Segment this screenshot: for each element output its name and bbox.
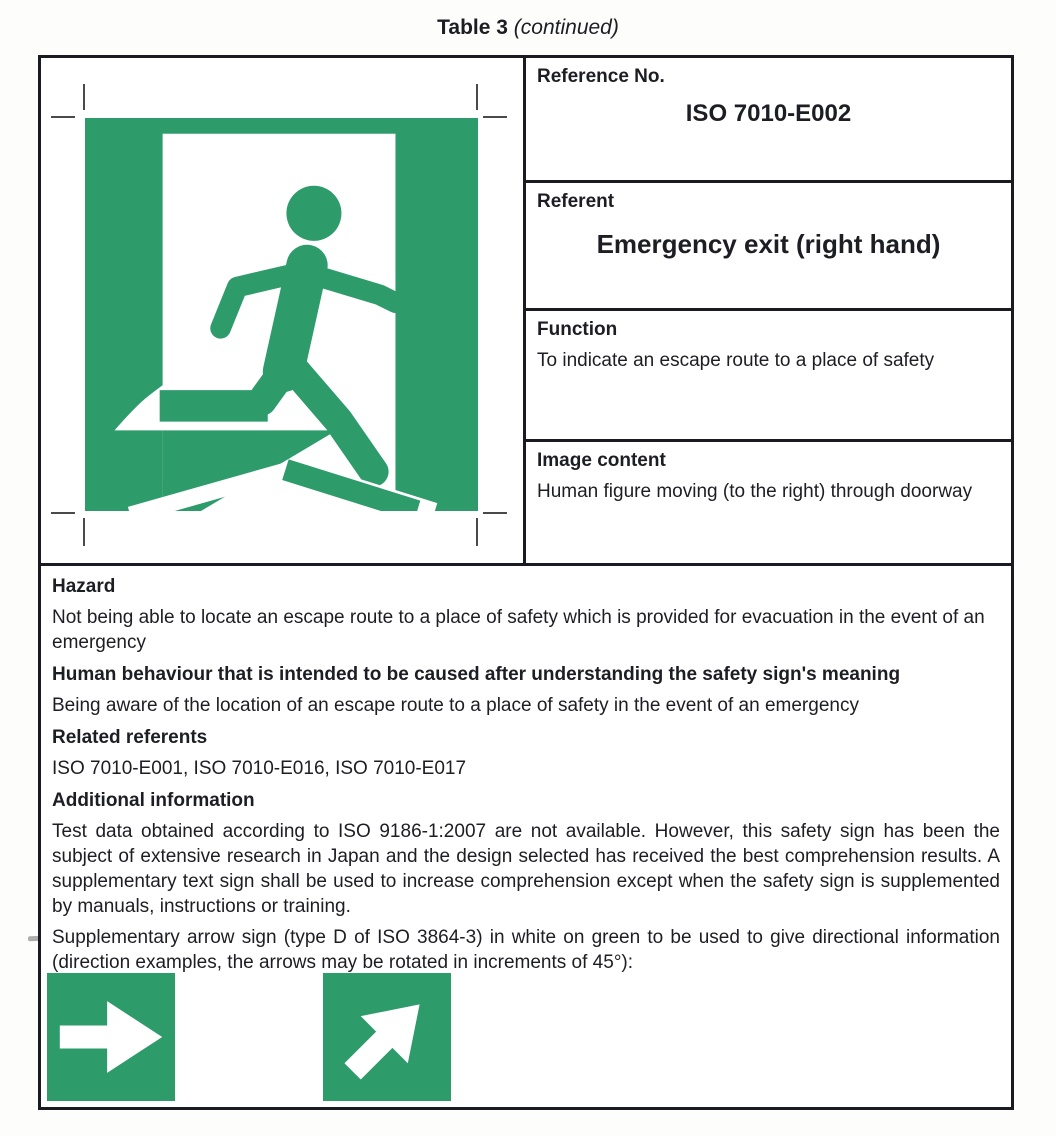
function-label: Function xyxy=(537,319,618,340)
related-referents-heading: Related referents xyxy=(52,727,208,748)
image-content-value: Human figure moving (to the right) through doorway xyxy=(537,481,973,502)
behaviour-heading: Human behaviour that is intended to be caused after understanding the safety sign's meaning xyxy=(52,664,901,685)
figure-head xyxy=(286,186,341,241)
emergency-exit-sign xyxy=(85,118,478,511)
sign-info-column xyxy=(526,58,1011,563)
arrow-up-right-icon xyxy=(323,973,451,1101)
details-cell xyxy=(41,563,1011,1107)
hazard-heading: Hazard xyxy=(52,576,116,597)
table-continued-label: (continued) xyxy=(513,16,619,39)
sign-summary-row xyxy=(41,58,1011,563)
crop-mark-bottom-left-horizontal xyxy=(51,512,75,514)
reference-number-cell xyxy=(526,58,1011,180)
function-value: To indicate an escape route to a place of safety xyxy=(537,350,935,371)
table-number-label: Table 3 xyxy=(437,16,508,39)
page-title xyxy=(0,16,1056,40)
additional-information-text-1: Test data obtained according to ISO 9186-1:2007 are not available. However, this safety sign has been the subject of extensive research in Japan and the design selected has received the best comprehension results. A supplementary text sign shall be used to increase comprehension except when the safety sign is supplemented by manuals, instructions or training. xyxy=(52,821,1000,917)
crop-mark-top-left-horizontal xyxy=(51,116,75,118)
crop-mark-bottom-right-vertical xyxy=(476,518,478,546)
crop-mark-top-right-horizontal xyxy=(483,116,507,118)
additional-information-heading: Additional information xyxy=(52,790,255,811)
image-content-cell xyxy=(526,439,1011,563)
crop-mark-top-left-vertical xyxy=(83,84,85,110)
crop-mark-bottom-right-horizontal xyxy=(483,512,507,514)
related-referents-text: ISO 7010-E001, ISO 7010-E016, ISO 7010-E017 xyxy=(52,758,467,779)
image-content-label: Image content xyxy=(537,450,666,471)
additional-information-text-2: Supplementary arrow sign (type D of ISO 3864-3) in white on green to be used to give directional information (direction examples, the arrows may be rotated in increments of 45°): xyxy=(52,927,1000,973)
crop-mark-bottom-left-vertical xyxy=(83,518,85,546)
reference-number-label: Reference No. xyxy=(537,66,665,87)
reference-number-value: ISO 7010-E002 xyxy=(685,100,852,127)
behaviour-text: Being aware of the location of an escape route to a place of safety in the event of an emergency xyxy=(52,695,859,716)
function-cell xyxy=(526,308,1011,439)
referent-cell xyxy=(526,180,1011,308)
running-man-exit-icon xyxy=(85,118,478,511)
safety-sign-table xyxy=(38,55,1014,1110)
sign-image-cell xyxy=(41,58,526,563)
hazard-text: Not being able to locate an escape route to a place of safety which is provided for evacuation in the event of an emergency xyxy=(52,607,985,653)
arrow-right-icon xyxy=(47,973,175,1101)
referent-value: Emergency exit (right hand) xyxy=(596,229,941,259)
crop-mark-top-right-vertical xyxy=(476,84,478,110)
referent-label: Referent xyxy=(537,191,615,212)
